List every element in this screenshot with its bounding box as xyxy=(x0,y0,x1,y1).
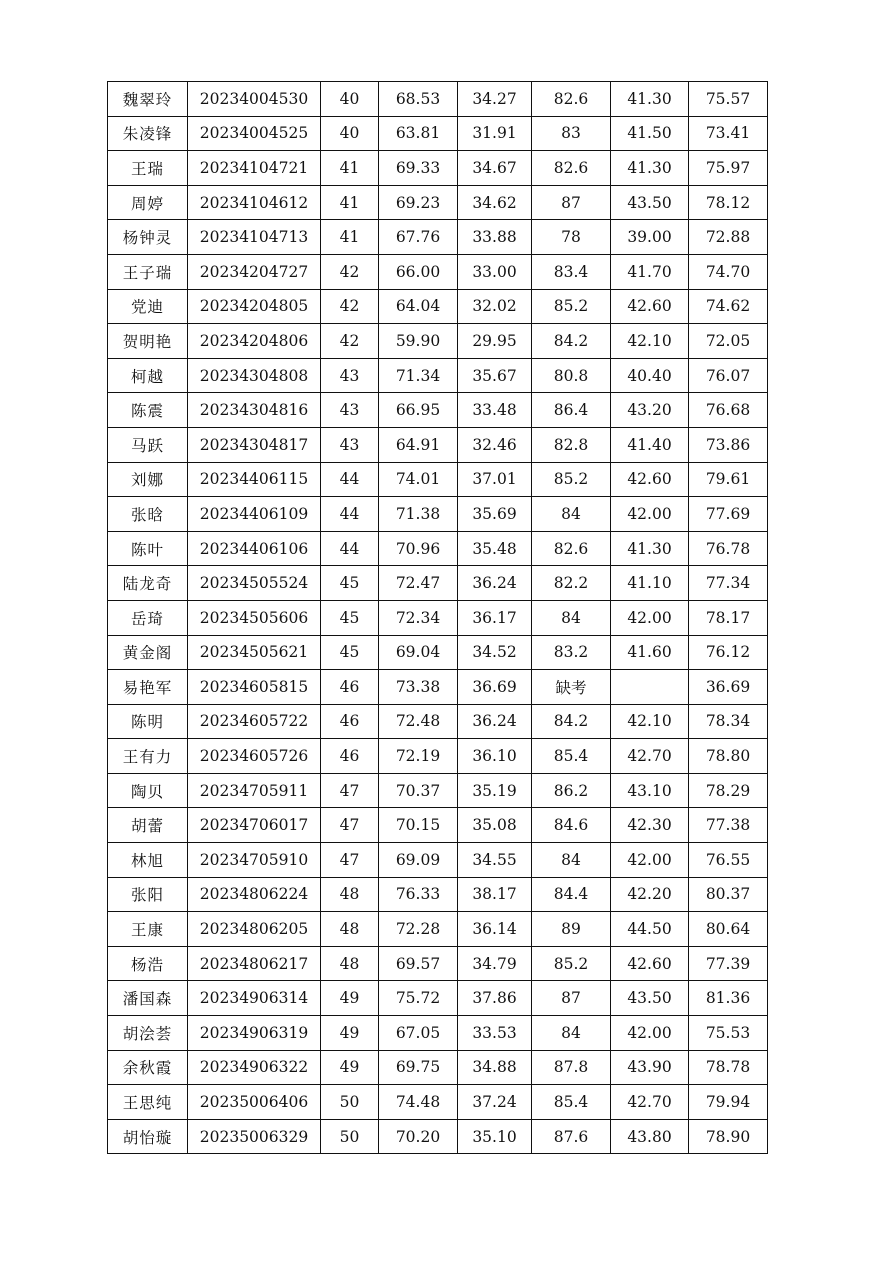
exam-id-cell: 20234605722 xyxy=(188,704,321,739)
written-weighted-cell: 33.48 xyxy=(458,393,532,428)
name-cell: 陈明 xyxy=(108,704,188,739)
exam-id-cell: 20234605815 xyxy=(188,670,321,705)
position-cell: 41 xyxy=(321,151,379,186)
written-score-cell: 59.90 xyxy=(379,324,458,359)
total-score-cell: 72.05 xyxy=(689,324,768,359)
exam-id-cell: 20234505621 xyxy=(188,635,321,670)
interview-weighted-cell: 41.10 xyxy=(611,566,689,601)
interview-weighted-cell: 42.20 xyxy=(611,877,689,912)
table-row xyxy=(108,531,768,566)
interview-weighted-cell: 43.50 xyxy=(611,185,689,220)
written-score-cell: 64.91 xyxy=(379,427,458,462)
exam-id-cell: 20234806217 xyxy=(188,946,321,981)
interview-weighted-cell: 42.00 xyxy=(611,497,689,532)
total-score-cell: 79.94 xyxy=(689,1085,768,1120)
written-score-cell: 76.33 xyxy=(379,877,458,912)
total-score-cell: 76.12 xyxy=(689,635,768,670)
name-cell: 刘娜 xyxy=(108,462,188,497)
table-row xyxy=(108,981,768,1016)
written-score-cell: 74.48 xyxy=(379,1085,458,1120)
interview-score-cell: 78 xyxy=(532,220,611,255)
table-row xyxy=(108,358,768,393)
name-cell: 岳琦 xyxy=(108,600,188,635)
position-cell: 50 xyxy=(321,1085,379,1120)
total-score-cell: 77.39 xyxy=(689,946,768,981)
written-score-cell: 69.33 xyxy=(379,151,458,186)
position-cell: 42 xyxy=(321,324,379,359)
position-cell: 45 xyxy=(321,600,379,635)
written-weighted-cell: 36.17 xyxy=(458,600,532,635)
written-score-cell: 72.34 xyxy=(379,600,458,635)
table-row xyxy=(108,393,768,428)
interview-weighted-cell: 42.70 xyxy=(611,1085,689,1120)
table-row xyxy=(108,254,768,289)
table-row xyxy=(108,635,768,670)
written-score-cell: 63.81 xyxy=(379,116,458,151)
name-cell: 王思纯 xyxy=(108,1085,188,1120)
total-score-cell: 72.88 xyxy=(689,220,768,255)
total-score-cell: 78.80 xyxy=(689,739,768,774)
exam-id-cell: 20234004525 xyxy=(188,116,321,151)
exam-id-cell: 20234304817 xyxy=(188,427,321,462)
total-score-cell: 74.62 xyxy=(689,289,768,324)
interview-score-cell: 82.6 xyxy=(532,531,611,566)
position-cell: 42 xyxy=(321,254,379,289)
written-weighted-cell: 36.24 xyxy=(458,704,532,739)
written-score-cell: 72.48 xyxy=(379,704,458,739)
interview-score-cell: 83.2 xyxy=(532,635,611,670)
name-cell: 王瑞 xyxy=(108,151,188,186)
written-weighted-cell: 33.53 xyxy=(458,1016,532,1051)
name-cell: 林旭 xyxy=(108,843,188,878)
interview-score-cell: 缺考 xyxy=(532,670,611,705)
exam-id-cell: 20234406115 xyxy=(188,462,321,497)
written-score-cell: 69.09 xyxy=(379,843,458,878)
exam-id-cell: 20234906322 xyxy=(188,1050,321,1085)
exam-id-cell: 20234406106 xyxy=(188,531,321,566)
total-score-cell: 74.70 xyxy=(689,254,768,289)
interview-weighted-cell: 41.30 xyxy=(611,151,689,186)
total-score-cell: 78.78 xyxy=(689,1050,768,1085)
interview-weighted-cell: 42.30 xyxy=(611,808,689,843)
name-cell: 党迪 xyxy=(108,289,188,324)
exam-id-cell: 20234104713 xyxy=(188,220,321,255)
position-cell: 50 xyxy=(321,1119,379,1154)
interview-score-cell: 85.4 xyxy=(532,739,611,774)
written-weighted-cell: 34.79 xyxy=(458,946,532,981)
total-score-cell: 75.97 xyxy=(689,151,768,186)
position-cell: 41 xyxy=(321,185,379,220)
written-score-cell: 67.05 xyxy=(379,1016,458,1051)
position-cell: 48 xyxy=(321,912,379,947)
interview-score-cell: 83.4 xyxy=(532,254,611,289)
name-cell: 陆龙奇 xyxy=(108,566,188,601)
name-cell: 王康 xyxy=(108,912,188,947)
interview-score-cell: 84 xyxy=(532,843,611,878)
table-row xyxy=(108,877,768,912)
position-cell: 42 xyxy=(321,289,379,324)
name-cell: 王有力 xyxy=(108,739,188,774)
interview-score-cell: 82.6 xyxy=(532,151,611,186)
written-weighted-cell: 35.69 xyxy=(458,497,532,532)
written-weighted-cell: 32.02 xyxy=(458,289,532,324)
interview-weighted-cell: 42.00 xyxy=(611,600,689,635)
written-weighted-cell: 36.10 xyxy=(458,739,532,774)
position-cell: 49 xyxy=(321,981,379,1016)
written-score-cell: 66.95 xyxy=(379,393,458,428)
table-row xyxy=(108,808,768,843)
name-cell: 朱凌锋 xyxy=(108,116,188,151)
table-row xyxy=(108,1119,768,1154)
position-cell: 47 xyxy=(321,843,379,878)
position-cell: 43 xyxy=(321,427,379,462)
written-score-cell: 71.34 xyxy=(379,358,458,393)
total-score-cell: 73.86 xyxy=(689,427,768,462)
interview-weighted-cell: 41.50 xyxy=(611,116,689,151)
interview-score-cell: 84.2 xyxy=(532,704,611,739)
interview-score-cell: 87.6 xyxy=(532,1119,611,1154)
table-row xyxy=(108,912,768,947)
interview-weighted-cell: 41.30 xyxy=(611,82,689,117)
interview-weighted-cell: 40.40 xyxy=(611,358,689,393)
total-score-cell: 78.34 xyxy=(689,704,768,739)
interview-score-cell: 80.8 xyxy=(532,358,611,393)
exam-id-cell: 20234104721 xyxy=(188,151,321,186)
position-cell: 44 xyxy=(321,462,379,497)
total-score-cell: 73.41 xyxy=(689,116,768,151)
exam-id-cell: 20234705910 xyxy=(188,843,321,878)
score-table-body xyxy=(108,82,768,1154)
written-weighted-cell: 35.48 xyxy=(458,531,532,566)
interview-weighted-cell: 43.90 xyxy=(611,1050,689,1085)
written-weighted-cell: 37.86 xyxy=(458,981,532,1016)
exam-id-cell: 20235006329 xyxy=(188,1119,321,1154)
written-weighted-cell: 34.27 xyxy=(458,82,532,117)
table-row xyxy=(108,1085,768,1120)
position-cell: 41 xyxy=(321,220,379,255)
written-score-cell: 67.76 xyxy=(379,220,458,255)
written-score-cell: 70.37 xyxy=(379,773,458,808)
name-cell: 柯越 xyxy=(108,358,188,393)
written-weighted-cell: 29.95 xyxy=(458,324,532,359)
written-score-cell: 74.01 xyxy=(379,462,458,497)
position-cell: 43 xyxy=(321,358,379,393)
exam-id-cell: 20234605726 xyxy=(188,739,321,774)
interview-weighted-cell xyxy=(611,670,689,705)
exam-id-cell: 20234004530 xyxy=(188,82,321,117)
written-score-cell: 72.47 xyxy=(379,566,458,601)
table-row xyxy=(108,739,768,774)
name-cell: 张阳 xyxy=(108,877,188,912)
exam-id-cell: 20234304816 xyxy=(188,393,321,428)
interview-weighted-cell: 42.70 xyxy=(611,739,689,774)
name-cell: 易艳军 xyxy=(108,670,188,705)
name-cell: 黄金阁 xyxy=(108,635,188,670)
interview-weighted-cell: 42.60 xyxy=(611,946,689,981)
name-cell: 张晗 xyxy=(108,497,188,532)
written-score-cell: 72.28 xyxy=(379,912,458,947)
interview-score-cell: 84.2 xyxy=(532,324,611,359)
position-cell: 49 xyxy=(321,1050,379,1085)
table-row xyxy=(108,82,768,117)
name-cell: 周婷 xyxy=(108,185,188,220)
position-cell: 46 xyxy=(321,704,379,739)
written-weighted-cell: 32.46 xyxy=(458,427,532,462)
exam-id-cell: 20234705911 xyxy=(188,773,321,808)
written-score-cell: 75.72 xyxy=(379,981,458,1016)
written-score-cell: 73.38 xyxy=(379,670,458,705)
interview-weighted-cell: 43.20 xyxy=(611,393,689,428)
name-cell: 杨钟灵 xyxy=(108,220,188,255)
score-table xyxy=(107,81,768,1154)
exam-id-cell: 20234706017 xyxy=(188,808,321,843)
exam-id-cell: 20235006406 xyxy=(188,1085,321,1120)
table-row xyxy=(108,220,768,255)
interview-score-cell: 82.2 xyxy=(532,566,611,601)
interview-score-cell: 85.2 xyxy=(532,462,611,497)
total-score-cell: 80.64 xyxy=(689,912,768,947)
position-cell: 46 xyxy=(321,739,379,774)
name-cell: 陶贝 xyxy=(108,773,188,808)
name-cell: 杨浩 xyxy=(108,946,188,981)
interview-score-cell: 82.8 xyxy=(532,427,611,462)
interview-score-cell: 84.4 xyxy=(532,877,611,912)
interview-score-cell: 89 xyxy=(532,912,611,947)
exam-id-cell: 20234906319 xyxy=(188,1016,321,1051)
written-score-cell: 69.23 xyxy=(379,185,458,220)
position-cell: 49 xyxy=(321,1016,379,1051)
total-score-cell: 77.34 xyxy=(689,566,768,601)
position-cell: 40 xyxy=(321,116,379,151)
name-cell: 魏翠玲 xyxy=(108,82,188,117)
name-cell: 王子瑞 xyxy=(108,254,188,289)
table-row xyxy=(108,843,768,878)
exam-id-cell: 20234204805 xyxy=(188,289,321,324)
exam-id-cell: 20234204806 xyxy=(188,324,321,359)
written-score-cell: 66.00 xyxy=(379,254,458,289)
interview-score-cell: 84 xyxy=(532,1016,611,1051)
written-weighted-cell: 34.67 xyxy=(458,151,532,186)
interview-weighted-cell: 42.10 xyxy=(611,704,689,739)
interview-score-cell: 85.4 xyxy=(532,1085,611,1120)
position-cell: 44 xyxy=(321,531,379,566)
interview-weighted-cell: 39.00 xyxy=(611,220,689,255)
table-row xyxy=(108,704,768,739)
exam-id-cell: 20234406109 xyxy=(188,497,321,532)
interview-score-cell: 86.2 xyxy=(532,773,611,808)
position-cell: 48 xyxy=(321,877,379,912)
total-score-cell: 75.57 xyxy=(689,82,768,117)
total-score-cell: 78.17 xyxy=(689,600,768,635)
interview-score-cell: 85.2 xyxy=(532,946,611,981)
position-cell: 47 xyxy=(321,773,379,808)
written-score-cell: 64.04 xyxy=(379,289,458,324)
written-score-cell: 69.04 xyxy=(379,635,458,670)
interview-score-cell: 86.4 xyxy=(532,393,611,428)
interview-score-cell: 84.6 xyxy=(532,808,611,843)
written-weighted-cell: 36.69 xyxy=(458,670,532,705)
position-cell: 45 xyxy=(321,635,379,670)
written-weighted-cell: 35.10 xyxy=(458,1119,532,1154)
table-row xyxy=(108,773,768,808)
table-row xyxy=(108,1016,768,1051)
total-score-cell: 76.07 xyxy=(689,358,768,393)
name-cell: 潘国森 xyxy=(108,981,188,1016)
interview-score-cell: 87 xyxy=(532,185,611,220)
interview-weighted-cell: 43.10 xyxy=(611,773,689,808)
written-weighted-cell: 36.14 xyxy=(458,912,532,947)
written-score-cell: 70.20 xyxy=(379,1119,458,1154)
interview-score-cell: 87 xyxy=(532,981,611,1016)
table-row xyxy=(108,670,768,705)
table-row xyxy=(108,185,768,220)
position-cell: 46 xyxy=(321,670,379,705)
total-score-cell: 36.69 xyxy=(689,670,768,705)
exam-id-cell: 20234505606 xyxy=(188,600,321,635)
interview-score-cell: 84 xyxy=(532,497,611,532)
exam-id-cell: 20234104612 xyxy=(188,185,321,220)
total-score-cell: 80.37 xyxy=(689,877,768,912)
written-weighted-cell: 34.62 xyxy=(458,185,532,220)
position-cell: 40 xyxy=(321,82,379,117)
name-cell: 马跃 xyxy=(108,427,188,462)
interview-score-cell: 85.2 xyxy=(532,289,611,324)
written-weighted-cell: 34.52 xyxy=(458,635,532,670)
written-score-cell: 72.19 xyxy=(379,739,458,774)
written-score-cell: 69.75 xyxy=(379,1050,458,1085)
table-row xyxy=(108,324,768,359)
table-row xyxy=(108,600,768,635)
interview-weighted-cell: 42.10 xyxy=(611,324,689,359)
table-row xyxy=(108,289,768,324)
table-row xyxy=(108,427,768,462)
total-score-cell: 76.78 xyxy=(689,531,768,566)
exam-id-cell: 20234806224 xyxy=(188,877,321,912)
written-weighted-cell: 37.01 xyxy=(458,462,532,497)
written-weighted-cell: 34.55 xyxy=(458,843,532,878)
position-cell: 43 xyxy=(321,393,379,428)
interview-weighted-cell: 42.60 xyxy=(611,462,689,497)
interview-weighted-cell: 41.30 xyxy=(611,531,689,566)
exam-id-cell: 20234505524 xyxy=(188,566,321,601)
interview-weighted-cell: 41.60 xyxy=(611,635,689,670)
interview-weighted-cell: 43.80 xyxy=(611,1119,689,1154)
name-cell: 贺明艳 xyxy=(108,324,188,359)
total-score-cell: 78.12 xyxy=(689,185,768,220)
written-weighted-cell: 38.17 xyxy=(458,877,532,912)
interview-score-cell: 87.8 xyxy=(532,1050,611,1085)
exam-id-cell: 20234906314 xyxy=(188,981,321,1016)
written-score-cell: 68.53 xyxy=(379,82,458,117)
written-score-cell: 71.38 xyxy=(379,497,458,532)
name-cell: 胡浍荟 xyxy=(108,1016,188,1051)
table-row xyxy=(108,1050,768,1085)
written-weighted-cell: 33.88 xyxy=(458,220,532,255)
interview-weighted-cell: 42.00 xyxy=(611,843,689,878)
written-score-cell: 70.15 xyxy=(379,808,458,843)
total-score-cell: 76.55 xyxy=(689,843,768,878)
written-weighted-cell: 35.67 xyxy=(458,358,532,393)
written-weighted-cell: 33.00 xyxy=(458,254,532,289)
table-row xyxy=(108,151,768,186)
table-row xyxy=(108,116,768,151)
exam-id-cell: 20234806205 xyxy=(188,912,321,947)
table-row xyxy=(108,462,768,497)
interview-weighted-cell: 43.50 xyxy=(611,981,689,1016)
exam-id-cell: 20234204727 xyxy=(188,254,321,289)
written-weighted-cell: 35.08 xyxy=(458,808,532,843)
exam-id-cell: 20234304808 xyxy=(188,358,321,393)
total-score-cell: 81.36 xyxy=(689,981,768,1016)
interview-score-cell: 82.6 xyxy=(532,82,611,117)
position-cell: 45 xyxy=(321,566,379,601)
interview-weighted-cell: 42.60 xyxy=(611,289,689,324)
name-cell: 余秋霞 xyxy=(108,1050,188,1085)
position-cell: 48 xyxy=(321,946,379,981)
name-cell: 陈叶 xyxy=(108,531,188,566)
name-cell: 胡怡璇 xyxy=(108,1119,188,1154)
position-cell: 47 xyxy=(321,808,379,843)
name-cell: 陈震 xyxy=(108,393,188,428)
interview-weighted-cell: 42.00 xyxy=(611,1016,689,1051)
written-score-cell: 69.57 xyxy=(379,946,458,981)
name-cell: 胡蕾 xyxy=(108,808,188,843)
total-score-cell: 79.61 xyxy=(689,462,768,497)
written-weighted-cell: 35.19 xyxy=(458,773,532,808)
interview-weighted-cell: 41.40 xyxy=(611,427,689,462)
table-row xyxy=(108,946,768,981)
written-weighted-cell: 31.91 xyxy=(458,116,532,151)
total-score-cell: 78.90 xyxy=(689,1119,768,1154)
total-score-cell: 77.69 xyxy=(689,497,768,532)
total-score-cell: 77.38 xyxy=(689,808,768,843)
written-score-cell: 70.96 xyxy=(379,531,458,566)
interview-score-cell: 83 xyxy=(532,116,611,151)
table-row xyxy=(108,566,768,601)
written-weighted-cell: 34.88 xyxy=(458,1050,532,1085)
interview-weighted-cell: 41.70 xyxy=(611,254,689,289)
position-cell: 44 xyxy=(321,497,379,532)
total-score-cell: 78.29 xyxy=(689,773,768,808)
written-weighted-cell: 36.24 xyxy=(458,566,532,601)
interview-weighted-cell: 44.50 xyxy=(611,912,689,947)
written-weighted-cell: 37.24 xyxy=(458,1085,532,1120)
total-score-cell: 75.53 xyxy=(689,1016,768,1051)
interview-score-cell: 84 xyxy=(532,600,611,635)
total-score-cell: 76.68 xyxy=(689,393,768,428)
table-row xyxy=(108,497,768,532)
